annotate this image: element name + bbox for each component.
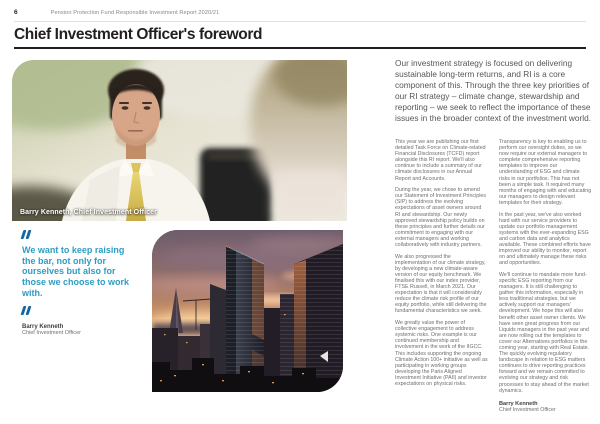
paragraph: This year we are publishing our first detailed Task Force on Climate-related Financial Disclosures (TCFD) report alongside this RI report. We'll also continue to include a summary of our climate disclosures in our Annual Report and Accounts. [395, 139, 486, 182]
running-header [14, 9, 586, 16]
body-columns [395, 139, 593, 413]
body-column-1 [395, 139, 488, 413]
portrait-illustration [12, 60, 347, 221]
skyline-illustration [152, 230, 343, 392]
open-quote-icon [22, 226, 33, 235]
paragraph: We greatly value the power of collective engagement to address systemic risks. One example is our continued membership and involvement in the work of the IIGCC. This includes supporting the ongoing Climate Action 100+ initiative as well as participating in working groups developing the Paris Aligned Investment Initiative (PAII) and investor expectations on physical risks. [395, 320, 488, 387]
body-column-2 [499, 139, 592, 413]
paragraph: During the year, we chose to amend our Statement of Investment Principles (SIP) to address the evolving expectations of asset owners around RI and stewardship. Our newly approved stewardship policy builds on these principles and further details our commitment to engaging with our external managers and working collaboratively with industry partners. [395, 187, 486, 248]
signature-name: Barry Kenneth [499, 400, 538, 407]
header-rule [14, 21, 586, 22]
quote-author-title: Chief Investment Officer [22, 329, 81, 336]
pull-quote [22, 226, 140, 336]
signature-title: Chief Investment Officer [499, 406, 556, 413]
photo-caption: Barry Kenneth, Chief Investment Officer [20, 209, 157, 216]
paragraph: In the past year, we've also worked hard with our service providers to update our portfolio management systems with the ever-expanding ESG and carbon data and analytics available. These combined efforts have improved our ability to monitor, report on and ultimately manage these risks and opportunities. [499, 211, 591, 267]
paragraph: Transparency is key to enabling us to perform our oversight duties, so we now require our external managers to complete comprehensive reporting templates to improve our understanding of ESG and climate risks in our portfolios. This has not been a simple task. It required many months of engaging with and educating our managers to design relevant templates for their strategy. [499, 139, 592, 206]
page-number: 6 [14, 9, 18, 16]
close-quote-icon [22, 302, 33, 311]
paragraph: We also progressed the implementation of our climate strategy, by developing a new climate-aware version of our equity benchmark. We finalised this with our index provider, FTSE Russell, in March 2021. Our expectation is that it will considerably reduce the climate risk profile of our equity portfolio, while still delivering the fundamental characteristics we seek. [395, 253, 487, 315]
page-title: Chief Investment Officer's foreword [14, 26, 263, 43]
photo-london-skyline [152, 230, 343, 392]
running-title: Pension Protection Fund Responsible Investment Report 2020/21 [50, 10, 220, 16]
quote-text: We want to keep raising the bar, not only for ourselves but also for those we choose to work with. [22, 245, 130, 298]
intro-paragraph: Our investment strategy is focused on delivering sustainable long-term returns, and RI is a core component of this. Through the three key priorities of our RI strategy – climate change, stewardship and reporting – we seek to reflect the importance of these issues in the broader context of the investment world. [395, 58, 592, 124]
title-rule [14, 47, 586, 49]
photo-barry-kenneth-portrait [12, 60, 347, 221]
quote-author: Barry Kenneth [22, 323, 64, 330]
paragraph: We'll continue to mandate more fund-specific ESG reporting from our managers. It is still challenging to gather this information, especially in less traditional strategies, but we actively support our managers' development. We hope this will also benefit other asset owner clients. We have seen great progress from our Liquids managers in the past year and are now rolling out the templates to cover our Alternatives portfolios in the coming year, starting with Real Estate. The quickly evolving regulatory landscape in relation to ESG matters continues to drive reporting practices forward and we remain committed to evolving our strategy and risk processes to stay ahead of the market dynamics. [499, 271, 590, 394]
